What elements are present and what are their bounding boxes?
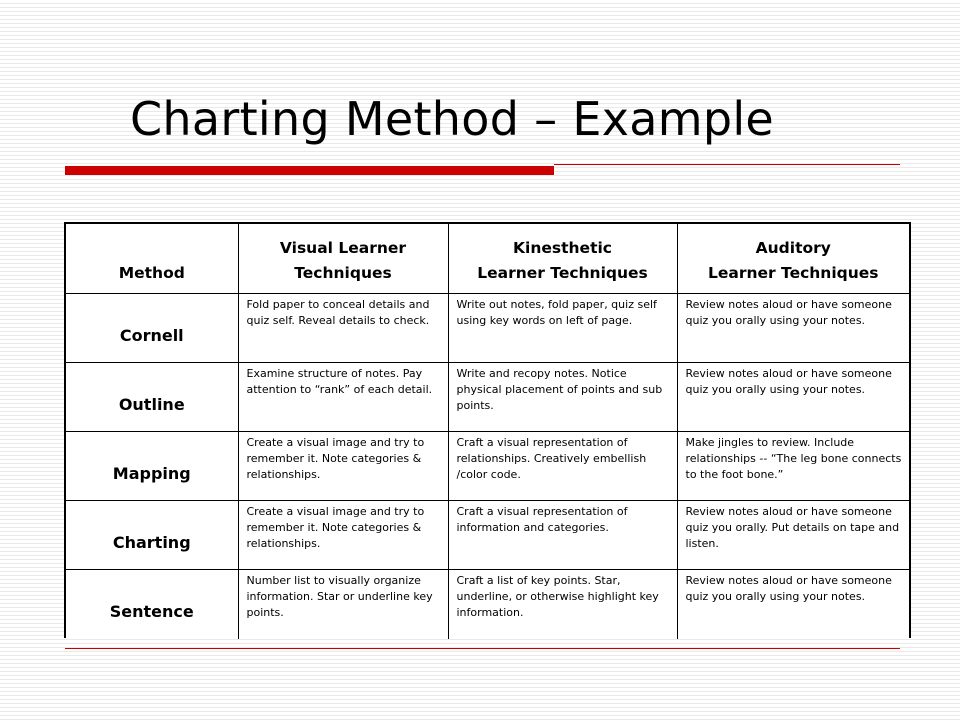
header-kinesthetic <box>448 224 677 294</box>
visual-technique-cell: Examine structure of notes. Pay attention to “rank” of each detail. <box>238 363 448 432</box>
visual-technique-cell: Create a visual image and try to remember it. Note categories & relationships. <box>238 432 448 501</box>
techniques-table-grid <box>66 224 909 639</box>
auditory-technique-cell: Review notes aloud or have someone quiz you orally. Put details on tape and listen. <box>677 501 909 570</box>
auditory-technique-cell: Review notes aloud or have someone quiz you orally using your notes. <box>677 294 909 363</box>
row-method-cell: Mapping <box>66 432 238 501</box>
table-header-row <box>66 224 909 294</box>
table-row <box>66 363 909 432</box>
learning-techniques-table <box>64 222 911 638</box>
header-auditory-line-1: Auditory <box>755 239 831 257</box>
header-visual <box>238 224 448 294</box>
auditory-technique-cell: Review notes aloud or have someone quiz you orally using your notes. <box>677 570 909 639</box>
table-row <box>66 501 909 570</box>
header-visual-line-2: Techniques <box>294 264 392 282</box>
kinesthetic-technique-cell: Write out notes, fold paper, quiz self using key words on left of page. <box>448 294 677 363</box>
row-method-cell: Outline <box>66 363 238 432</box>
title-underline-thick <box>65 166 554 175</box>
header-auditory-line-2: Learner Techniques <box>707 264 879 282</box>
title-underline-thin <box>554 164 900 165</box>
row-method-cell: Charting <box>66 501 238 570</box>
visual-technique-cell: Create a visual image and try to remember it. Note categories & relationships. <box>238 501 448 570</box>
header-method <box>66 224 238 294</box>
header-method-label: Method <box>118 264 185 282</box>
row-method-cell: Cornell <box>66 294 238 363</box>
header-visual-line-1: Visual Learner <box>279 239 407 257</box>
kinesthetic-technique-cell: Craft a list of key points. Star, underline, or otherwise highlight key information. <box>448 570 677 639</box>
header-kinesthetic-line-1: Kinesthetic <box>513 239 612 257</box>
auditory-technique-cell: Review notes aloud or have someone quiz you orally using your notes. <box>677 363 909 432</box>
row-method-cell: Sentence <box>66 570 238 639</box>
header-kinesthetic-line-2: Learner Techniques <box>477 264 648 282</box>
table-row <box>66 570 909 639</box>
table-row <box>66 432 909 501</box>
auditory-technique-cell: Make jingles to review. Include relationships -- “The leg bone connects to the foot bone.” <box>677 432 909 501</box>
header-auditory <box>677 224 909 294</box>
bottom-divider-line <box>65 648 900 649</box>
visual-technique-cell: Fold paper to conceal details and quiz self. Reveal details to check. <box>238 294 448 363</box>
kinesthetic-technique-cell: Write and recopy notes. Notice physical placement of points and sub points. <box>448 363 677 432</box>
kinesthetic-technique-cell: Craft a visual representation of relationships. Creatively embellish /color code. <box>448 432 677 501</box>
slide-title: Charting Method – Example <box>130 92 774 146</box>
table-row <box>66 294 909 363</box>
visual-technique-cell: Number list to visually organize information. Star or underline key points. <box>238 570 448 639</box>
kinesthetic-technique-cell: Craft a visual representation of information and categories. <box>448 501 677 570</box>
